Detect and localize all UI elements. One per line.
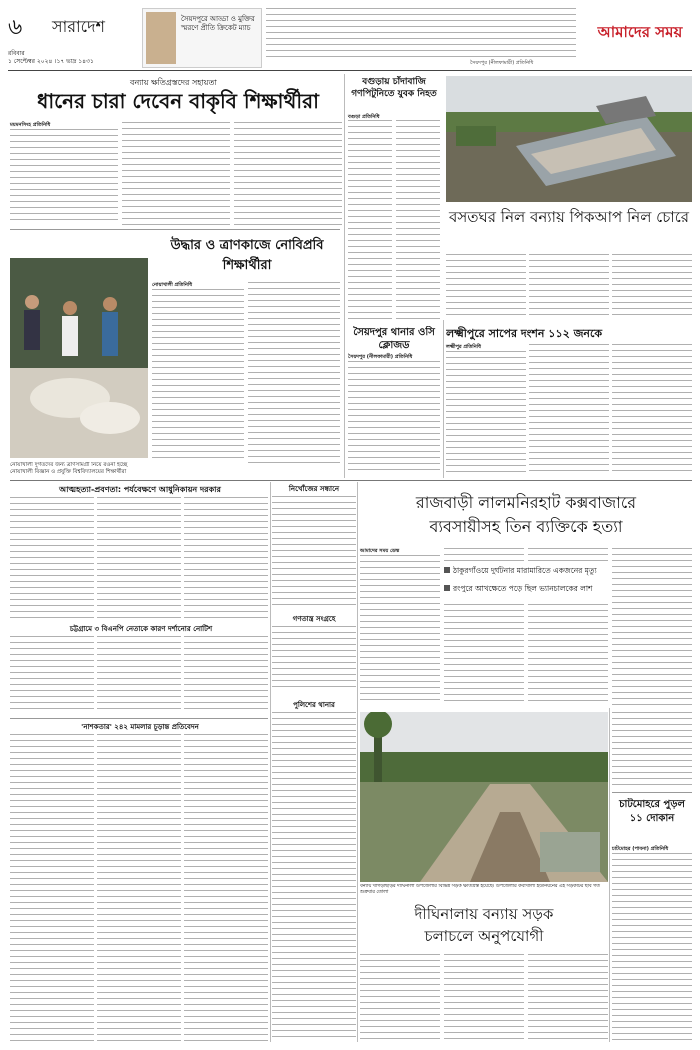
caption-road: বন্যায় খাগড়াছড়ির দীঘিনালা উপজেলার বিভিন্ন সড়ক ক্ষতিগ্রস্ত হয়েছে। উপজেলার কবাখালী ইউনিয়নের এই সড়কটির ছবি গত শুক্রবার তোলা [360,884,600,895]
section-name: সারাদেশ [52,17,105,36]
headline-murder-line1: রাজবাড়ী লালমনিরহাট কক্সবাজারে [415,493,637,512]
col-sep-4 [357,482,358,1042]
promo-text: সৈয়দপুরে আড্ডা ও মুক্তির স্মরণে প্রীতি ক্রিকেট ম্যাচ [181,15,255,32]
col-sep-5 [609,708,610,1042]
body-police [272,712,356,762]
body-murder-col3b [528,604,608,705]
top-story-text [266,8,576,60]
promo-thumbnail [146,12,176,64]
body-chattogram-col3 [184,636,268,714]
body-nashkata-col2 [97,734,181,1042]
body-snakebite-col2 [529,344,609,473]
headline-chatmohar: চাটমোহরে পুড়ল ১১ দোকান [619,799,685,824]
dateline-snakebite: লক্ষ্মীপুর প্রতিনিধি [446,344,481,350]
body-chattogram-col2 [97,636,181,714]
flood-house-photo [446,76,692,202]
headline-saidpur-oc: সৈয়দপুর থানার ওসি ক্লোজড [353,327,435,351]
body-chattogram-col1 [10,636,94,714]
body-snakebite-col3 [612,344,692,473]
body-centre-lower [272,766,356,1042]
kicker-flood-aid: বন্যায় ক্ষতিগ্রস্তদের সহায়তা [130,78,217,87]
headline-suicide: আত্মহত্যা-প্রবণতা: পর্যবেক্ষণে আধুনিকায়ন দরকার [59,485,221,494]
bullet-square-icon [444,567,450,573]
headline-murder-line2: ব্যবসায়ীসহ তিন ব্যক্তিকে হত্যা [429,517,623,536]
caption-relief: নোয়াখালী দুর্গতদের জন্য ত্রাণসামগ্রী নিয়ে রওনা হচ্ছে নোয়াখালী বিজ্ঞান ও প্রযুক্তি বিশ্ববিদ্যালয়ের শিক্ষার্থীরা [10,462,128,475]
top-story-credit: সৈয়দপুর (নীলফামারী) প্রতিনিধি [470,60,534,66]
body-nashkata-col3 [184,734,268,1042]
body-chatmohar [612,853,692,1042]
col-sep-3 [270,482,271,1042]
body-road-col2 [444,954,524,1042]
murder-subhead-box [444,566,608,600]
dateline-relief: নোয়াখালী প্রতিনিধি [152,282,193,288]
rule-relief-top [10,229,340,230]
body-pickup-col3 [612,254,692,320]
body-flood-aid-col2 [122,122,230,225]
body-snakebite-col1 [446,351,526,473]
headline-road-line2: চলাচলে অনুপযোগী [424,927,544,945]
dateline-flood-aid: ময়মনসিংহ প্রতিনিধি [10,122,51,128]
bullet-2: রংপুরে আখক্ষেতে পড়ে ছিল ভ্যানচালকের লাশ [444,584,608,593]
bullet-square-icon [444,585,450,591]
body-suicide-col1 [10,497,94,619]
relief-photo [10,258,148,458]
body-pickup-col2 [529,254,609,320]
bullet-1: ঠাকুরগাঁওয়ে দুর্ঘটনার মারামারিতে একজনের মৃত্যু [444,566,608,575]
issue-day: রবিবার [8,50,25,57]
rule-mid [10,480,692,481]
body-suicide-col3 [184,497,268,619]
dateline-saidpur-oc: সৈয়দপুর (নীলফামারী) প্রতিনিধি [348,354,413,360]
dateline-chatmohar: চাটমোহর (পাবনা) প্রতিনিধি [612,846,669,852]
dateline-murder: আমাদের সময় ডেস্ক [360,548,400,554]
body-murder-col1 [360,555,440,705]
headline-missing: নিখোঁজের সন্ধানে [288,485,340,493]
headline-relief: উদ্ধার ও ত্রাণকাজে নোবিপ্রবি শিক্ষার্থীরা [170,238,324,273]
body-nashkata-col1 [10,734,94,1042]
headline-pickup: বসতঘর নিল বন্যায় পিকআপ নিল চোরে [448,208,689,226]
col-sep-1 [344,74,345,478]
flood-house-illustration [446,76,692,202]
body-right-lower-top [612,712,692,788]
road-photo [360,712,608,882]
body-suicide-col2 [97,497,181,619]
issue-date: ১ সেপ্টেম্বর ২০২৪ ।১৭ ভাদ্র ১৪৩১ [8,58,94,65]
body-murder-col2 [444,548,524,562]
road-illustration [360,712,608,882]
body-relief-col1 [152,289,244,463]
headline-chattogram: চট্টগ্রামে ৩ বিএনপি নেতাকে কারণ দর্শানোর নোটিশ [69,625,213,633]
masthead-logo: আমাদের সময় [597,23,683,41]
body-murder-col4 [612,548,692,705]
body-murder-col3 [528,548,608,562]
body-relief-col2 [248,282,340,463]
promo-box [142,8,262,68]
headline-bogura: বগুড়ায় চাঁদাবাজি গণপিটুনিতে যুবক নিহত [351,77,437,99]
relief-illustration [10,258,148,458]
rule-nashkata [10,718,268,719]
headline-nashkata: 'নাশকতার' ২৪২ মামলার চূড়ান্ত প্রতিবেদন [81,723,199,731]
headline-ganga: গণতান্ত্র সংগ্রহে [292,615,336,623]
body-flood-aid-col1 [10,129,118,225]
body-ganga [272,626,356,692]
body-murder-col2b [444,604,524,705]
body-pickup-col1 [446,254,526,320]
headline-snakebite: লক্ষ্মীপুরে সাপের দংশন ১১২ জনকে [446,327,603,340]
dateline-bogura: বগুড়া প্রতিনিধি [348,114,380,120]
header-rule [8,70,692,71]
body-saidpur-oc [348,361,440,473]
body-bogura-col1 [348,120,392,320]
body-missing [272,496,356,610]
headline-flood-aid: ধানের চারা দেবেন বাকৃবি শিক্ষার্থীরা [37,89,319,113]
body-road-col3 [528,954,608,1042]
body-road-col1 [360,954,440,1042]
body-bogura-col2 [396,120,440,320]
rule-chatmohar [612,792,692,793]
col-sep-2 [443,320,444,478]
headline-police: পুলিশের থানার [293,701,335,709]
page-number: ৬ [8,15,23,40]
headline-road-line1: দীঘিনালায় বন্যায় সড়ক [414,905,554,923]
body-flood-aid-col3 [234,122,342,225]
